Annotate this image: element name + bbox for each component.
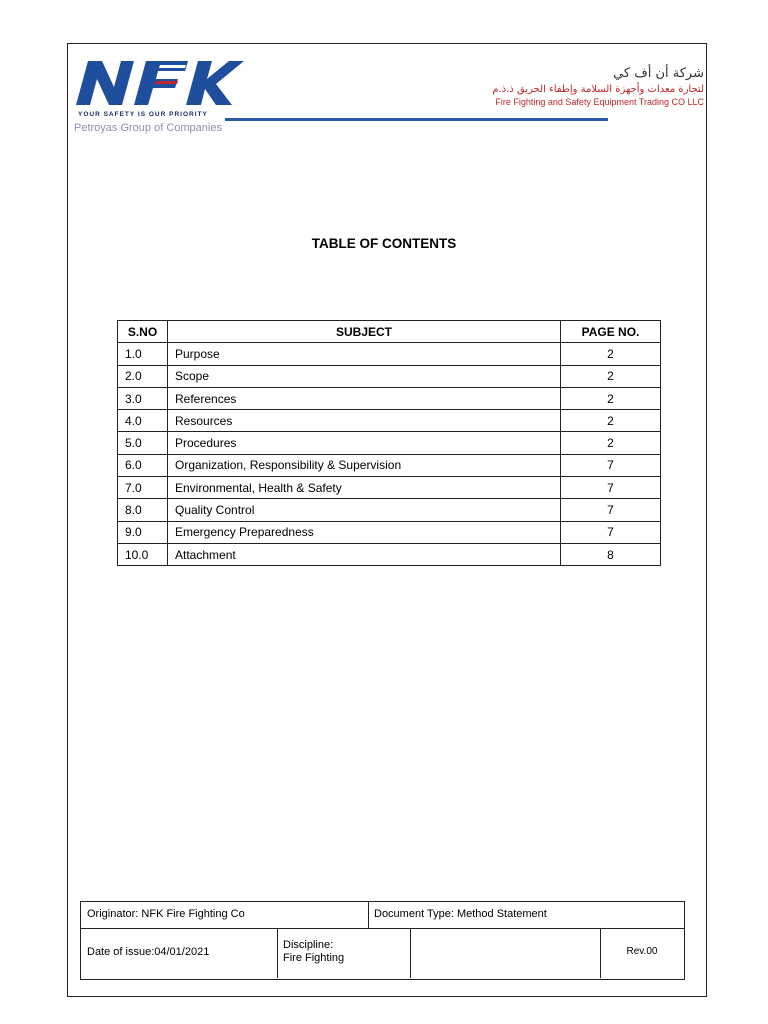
table-row <box>118 343 661 365</box>
header-subject: SUBJECT <box>168 321 561 343</box>
subject-cell: Quality Control <box>168 499 561 521</box>
page-cell: 7 <box>561 521 661 543</box>
table-row <box>118 454 661 476</box>
sno-cell: 2.0 <box>118 365 168 387</box>
date-of-issue-text: Date of issue:04/01/2021 <box>87 946 210 958</box>
originator-text: Originator: NFK Fire Fighting Co <box>87 908 245 920</box>
page-cell: 2 <box>561 387 661 409</box>
subject-cell: Purpose <box>168 343 561 365</box>
footer-divider <box>410 928 411 978</box>
footer-divider <box>368 902 369 928</box>
sno-cell: 1.0 <box>118 343 168 365</box>
arabic-company-name: شركة أن أف كي <box>613 66 704 81</box>
table-row <box>118 432 661 454</box>
header-sno: S.NO <box>118 321 168 343</box>
revision-text: Rev.00 <box>626 946 658 957</box>
sno-cell: 9.0 <box>118 521 168 543</box>
sno-cell: 4.0 <box>118 410 168 432</box>
discipline-value: Fire Fighting <box>283 952 345 964</box>
subject-cell: Environmental, Health & Safety <box>168 477 561 499</box>
page-cell: 7 <box>561 499 661 521</box>
page-cell: 2 <box>561 410 661 432</box>
discipline-label: Discipline: <box>283 939 334 951</box>
table-row <box>118 410 661 432</box>
table-row <box>118 477 661 499</box>
subject-cell: Procedures <box>168 432 561 454</box>
subject-cell: Scope <box>168 365 561 387</box>
subject-cell: Emergency Preparedness <box>168 521 561 543</box>
sno-cell: 6.0 <box>118 454 168 476</box>
document-type-text: Document Type: Method Statement <box>374 908 547 920</box>
page-cell: 2 <box>561 365 661 387</box>
footer-row-2 <box>81 928 684 978</box>
subject-cell: References <box>168 387 561 409</box>
discipline-block <box>283 939 344 965</box>
footer-row-1 <box>81 902 684 929</box>
logo-tagline: YOUR SAFETY IS OUR PRIORITY <box>78 111 208 118</box>
subject-cell: Attachment <box>168 543 561 565</box>
english-company-name: Fire Fighting and Safety Equipment Trading CO LLC <box>495 97 704 107</box>
sno-cell: 7.0 <box>118 477 168 499</box>
table-row <box>118 387 661 409</box>
sno-cell: 5.0 <box>118 432 168 454</box>
toc-title: TABLE OF CONTENTS <box>311 236 457 251</box>
subject-cell: Organization, Responsibility & Supervision <box>168 454 561 476</box>
page-cell: 2 <box>561 432 661 454</box>
nfk-logo-letters <box>76 61 244 105</box>
sno-cell: 10.0 <box>118 543 168 565</box>
table-row <box>118 365 661 387</box>
sno-cell: 8.0 <box>118 499 168 521</box>
header-rule <box>225 118 608 121</box>
table-row <box>118 521 661 543</box>
sno-cell: 3.0 <box>118 387 168 409</box>
toc-table <box>117 320 661 566</box>
page-cell: 7 <box>561 454 661 476</box>
table-row <box>118 543 661 565</box>
footer-divider <box>277 928 278 978</box>
group-name: Petroyas Group of Companies <box>74 122 222 134</box>
header-page-no: PAGE NO. <box>561 321 661 343</box>
document-footer <box>80 901 685 980</box>
page-cell: 2 <box>561 343 661 365</box>
arabic-company-subtitle: لتجارة معدات وأجهزة السلامة وإطفاء الحريق ذ.ذ.م <box>492 84 704 95</box>
toc-header-row <box>118 321 661 343</box>
page-cell: 8 <box>561 543 661 565</box>
subject-cell: Resources <box>168 410 561 432</box>
page-cell: 7 <box>561 477 661 499</box>
table-row <box>118 499 661 521</box>
